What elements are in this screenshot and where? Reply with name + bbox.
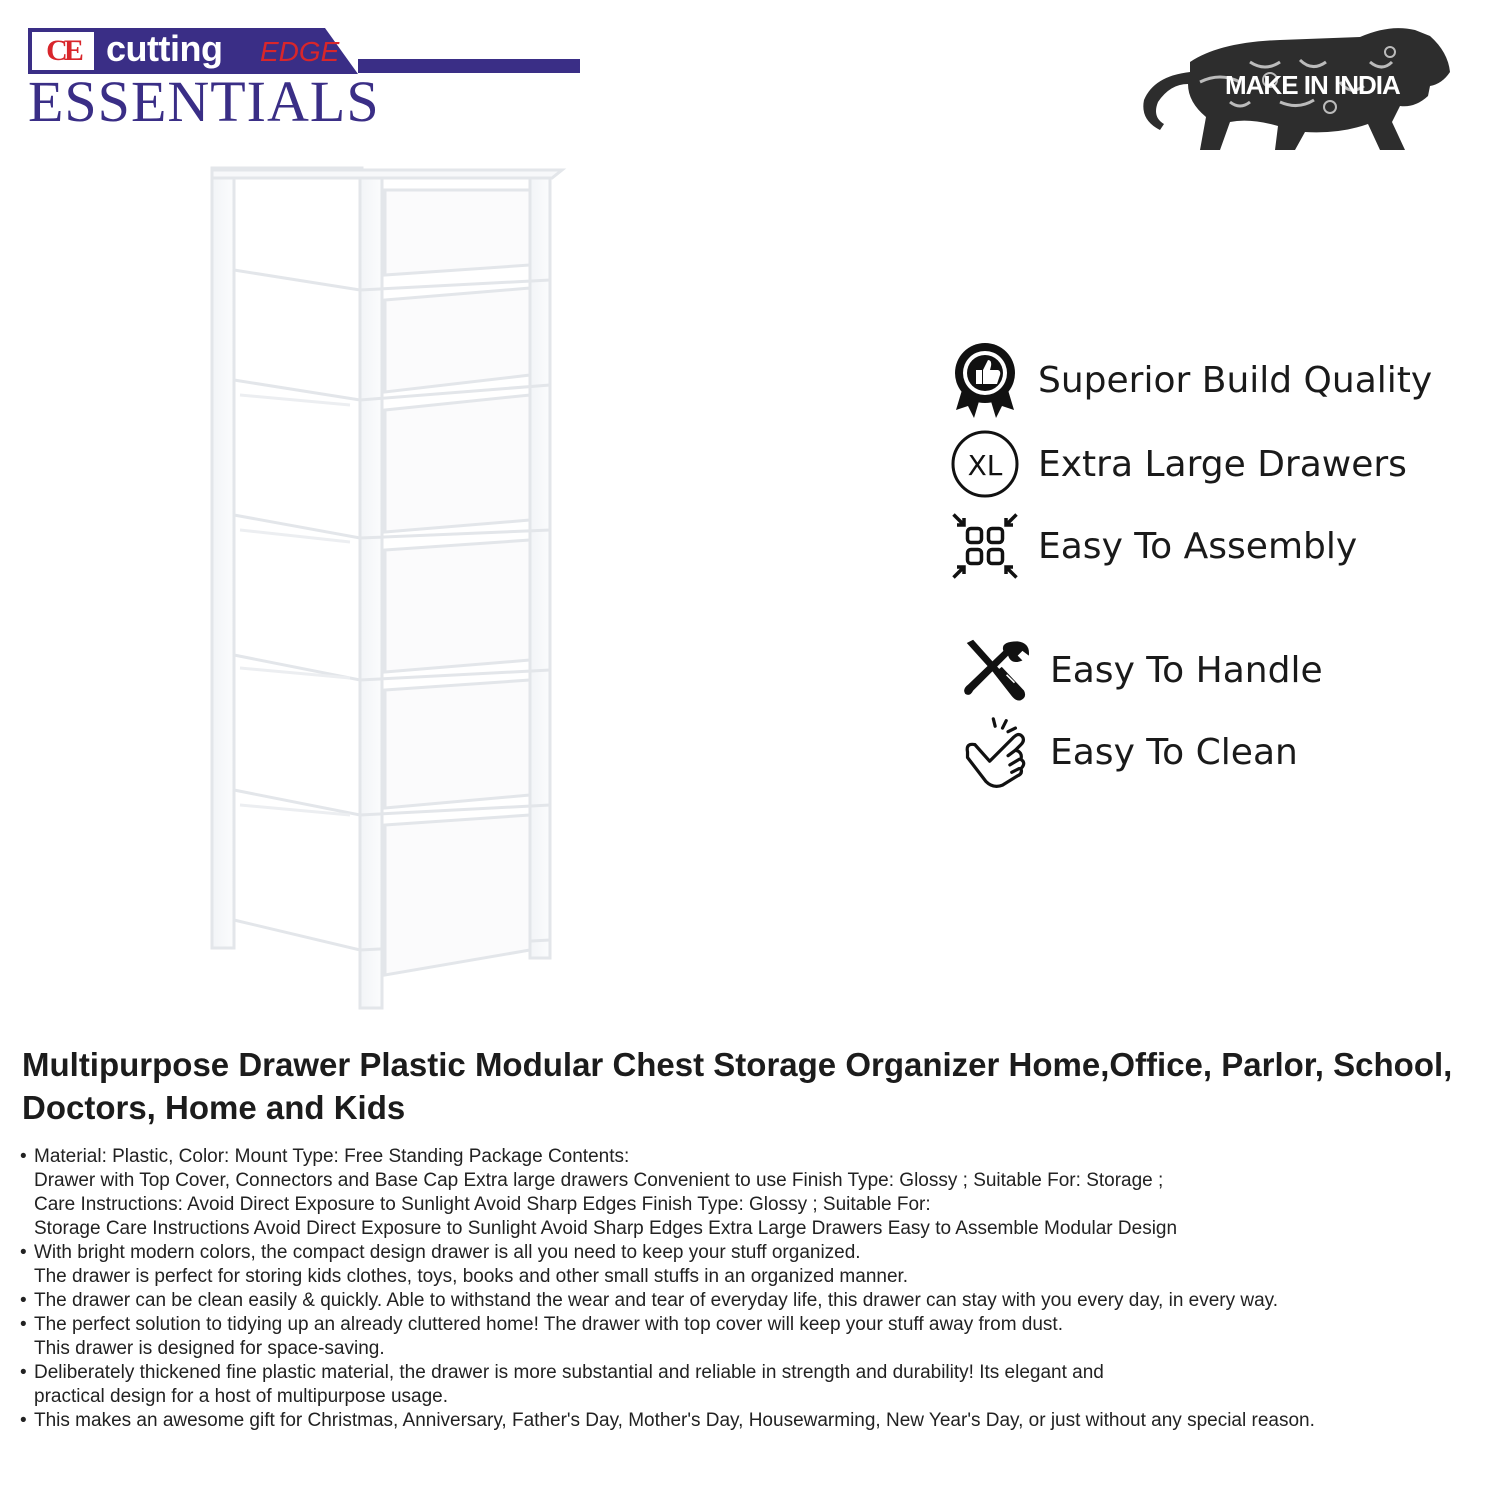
feature-item (950, 506, 1357, 586)
feature-item (950, 340, 1432, 420)
brand-mark (32, 32, 94, 70)
list-item (20, 1313, 1490, 1361)
feature-item (950, 424, 1407, 504)
feature-label: Easy To Handle (1050, 649, 1323, 691)
drawer-tower-illustration (200, 160, 580, 1010)
bullet-line: • The perfect solution to tidying up an already cluttered home! The drawer with top cover will keep your stuff away from dust. (34, 1314, 1063, 1335)
feature-label: Extra Large Drawers (1038, 443, 1407, 485)
list-item (20, 1409, 1490, 1433)
brand-underline (358, 59, 580, 73)
brand-logo (28, 28, 588, 138)
xl-icon-text: XL (967, 449, 1003, 482)
bullet-line: • Deliberately thickened fine plastic material, the drawer is more substantial and reliable in strength and durability! Its elegant and (34, 1362, 1104, 1383)
bullet-line: • This makes an awesome gift for Christmas, Anniversary, Father's Day, Mother's Day, Housewarming, New Year's Day, or just without any special reason. (34, 1410, 1315, 1431)
bullet-line: This drawer is designed for space-saving. (34, 1338, 385, 1359)
make-in-india-badge (1130, 22, 1460, 157)
assembly-icon (950, 506, 1020, 586)
bullet-line: The drawer is perfect for storing kids clothes, toys, books and other small stuffs in an organized manner. (34, 1266, 909, 1287)
bullet-line: Care Instructions: Avoid Direct Exposure to Sunlight Avoid Sharp Edges Finish Type: Glossy ; Suitable For: (34, 1194, 931, 1215)
feature-label: Superior Build Quality (1038, 359, 1433, 401)
brand-mark-text: CE (46, 34, 80, 67)
feature-label: Easy To Assembly (1038, 525, 1358, 567)
product-image (200, 160, 580, 1010)
feature-label: Easy To Clean (1050, 731, 1298, 773)
bullet-line: Storage Care Instructions Avoid Direct Exposure to Sunlight Avoid Sharp Edges Extra Large Drawers Easy to Assemble Modular Design (34, 1218, 1178, 1239)
features-list (950, 340, 1470, 810)
product-description (20, 1145, 1490, 1433)
list-item (20, 1361, 1490, 1409)
bullet-line: Drawer with Top Cover, Connectors and Base Cap Extra large drawers Convenient to use Finish Type: Glossy ; Suitable For: Storage ; (34, 1170, 1164, 1191)
hand-click-icon (962, 712, 1032, 792)
feature-item (962, 630, 1323, 710)
product-title: Multipurpose Drawer Plastic Modular Chest Storage Organizer Home,Office, Parlor, School, Doctors, Home and Kids (22, 1046, 1453, 1126)
make-in-india-text: MAKE IN INDIA (1225, 70, 1400, 100)
xl-icon (950, 424, 1020, 504)
brand-name-edge: EDGE (260, 36, 340, 67)
feature-item (962, 712, 1298, 792)
list-item (20, 1241, 1490, 1289)
brand-subtitle: ESSENTIALS (28, 69, 380, 134)
bullet-line: • Material: Plastic, Color: Mount Type: Free Standing Package Contents: (34, 1146, 630, 1167)
bullet-line: • The drawer can be clean easily & quickly. Able to withstand the wear and tear of everyday life, this drawer can stay with you every day, in every way. (34, 1290, 1279, 1311)
tools-icon (962, 630, 1032, 710)
lion-icon (1130, 22, 1460, 157)
quality-badge-icon (950, 340, 1020, 420)
bullet-line: practical design for a host of multipurpose usage. (34, 1386, 449, 1407)
brand-name-cutting: cutting (106, 28, 223, 69)
list-item (20, 1289, 1490, 1313)
list-item (20, 1145, 1490, 1241)
bullet-line: • With bright modern colors, the compact design drawer is all you need to keep your stuff organized. (34, 1242, 861, 1263)
